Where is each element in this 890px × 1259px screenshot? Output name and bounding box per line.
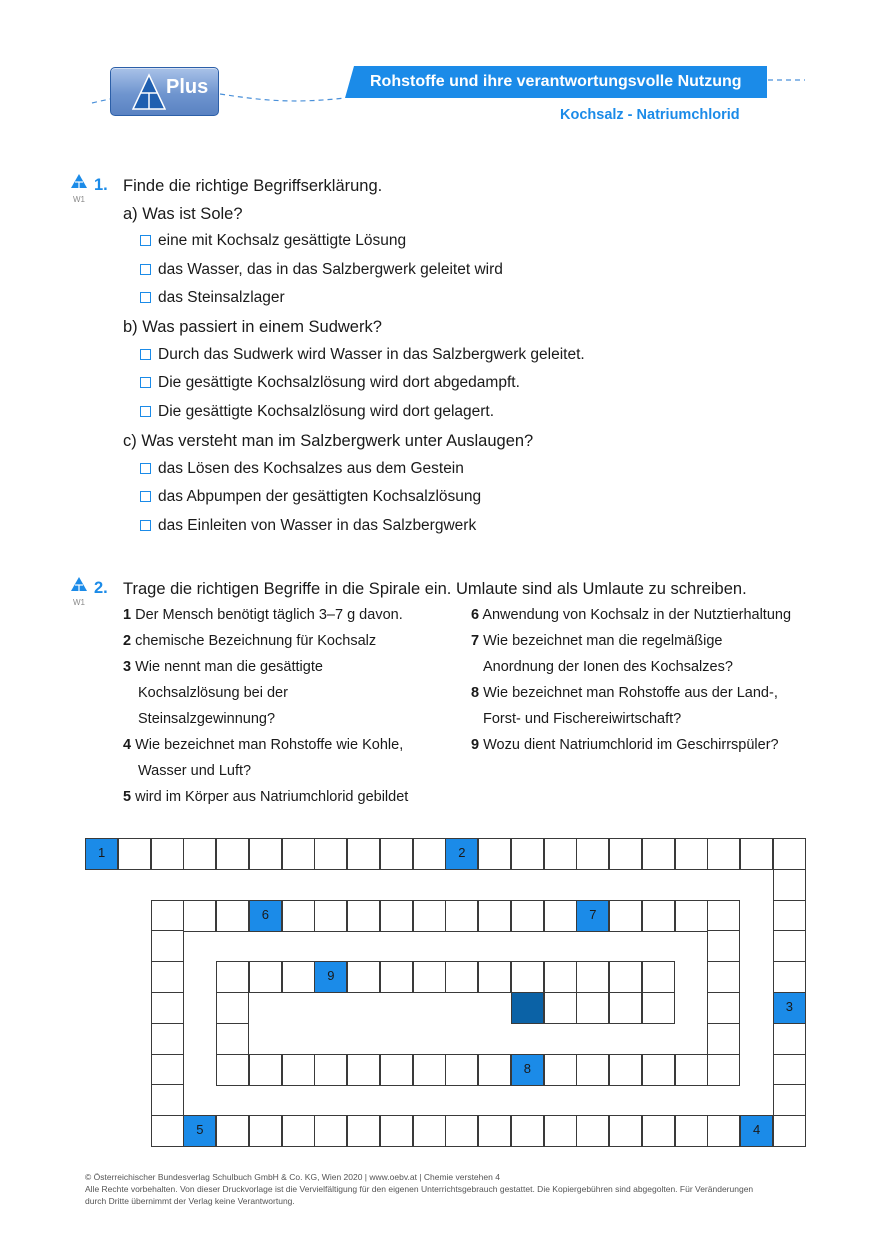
grid-cell[interactable] — [609, 838, 642, 870]
hint-item: 5 wird im Körper aus Natriumchlorid gebildet — [123, 789, 409, 805]
grid-cell[interactable] — [183, 1115, 216, 1147]
grid-cell[interactable] — [642, 900, 675, 932]
grid-cell[interactable] — [544, 1115, 577, 1147]
grid-cell[interactable] — [773, 1084, 806, 1116]
grid-cell[interactable] — [675, 838, 708, 870]
answer-option[interactable]: das Wasser, das in das Salzbergwerk geleitet wird — [140, 261, 503, 279]
hint-item: 3 Wie nennt man die gesättigte — [123, 659, 323, 675]
grid-cell[interactable] — [773, 1054, 806, 1086]
grid-cell[interactable] — [314, 838, 347, 870]
grid-cell[interactable] — [314, 1115, 347, 1147]
grid-cell-number: 3 — [785, 999, 793, 1014]
task-level-icon — [70, 173, 88, 189]
checkbox[interactable] — [140, 292, 151, 303]
hint-line: Kochsalzlösung bei der — [138, 685, 288, 701]
grid-cell[interactable] — [478, 961, 511, 993]
banner-title: Rohstoffe und ihre verantwortungsvolle Nutzung — [370, 73, 742, 90]
grid-cell[interactable] — [511, 900, 544, 932]
grid-cell[interactable] — [576, 1115, 609, 1147]
answer-option[interactable]: das Einleiten von Wasser in das Salzbergwerk — [140, 517, 476, 535]
grid-cell[interactable] — [707, 1115, 740, 1147]
task-prompt: Trage die richtigen Begriffe in die Spirale ein. Umlaute sind als Umlaute zu schreiben. — [123, 580, 747, 598]
grid-cell[interactable] — [413, 900, 446, 932]
grid-cell[interactable] — [151, 930, 184, 962]
grid-cell-number: 6 — [261, 906, 269, 922]
grid-cell[interactable] — [544, 838, 577, 870]
grid-cell[interactable] — [380, 1054, 413, 1086]
grid-cell[interactable] — [773, 961, 806, 993]
checkbox[interactable] — [140, 406, 151, 417]
grid-cell[interactable] — [478, 1115, 511, 1147]
grid-cell[interactable] — [183, 900, 216, 932]
task-number: 2. — [94, 579, 108, 597]
grid-cell[interactable] — [707, 961, 740, 993]
grid-cell[interactable] — [216, 961, 249, 993]
grid-cell[interactable] — [85, 838, 118, 870]
grid-cell[interactable] — [314, 1054, 347, 1086]
grid-cell[interactable] — [511, 992, 544, 1024]
grid-cell[interactable] — [282, 961, 315, 993]
grid-cell[interactable] — [151, 900, 184, 932]
grid-cell[interactable] — [576, 961, 609, 993]
grid-cell-number: 1 — [98, 845, 106, 860]
grid-cell[interactable] — [347, 1054, 380, 1086]
grid-cell[interactable] — [249, 838, 282, 870]
grid-cell[interactable] — [544, 961, 577, 993]
grid-cell[interactable] — [249, 900, 282, 932]
grid-cell[interactable] — [511, 961, 544, 993]
footer-copyright: © Österreichischer Bundesverlag Schulbuch GmbH & Co. KG, Wien 2020 | www.oebv.at | Chemie verstehen 4 — [85, 1172, 500, 1182]
grid-cell[interactable] — [347, 838, 380, 870]
checkbox[interactable] — [140, 377, 151, 388]
grid-cell[interactable] — [773, 900, 806, 932]
grid-cell[interactable] — [413, 961, 446, 993]
grid-cell[interactable] — [151, 961, 184, 993]
hint-line: Forst- und Fischereiwirtschaft? — [483, 711, 682, 727]
grid-cell[interactable] — [249, 961, 282, 993]
grid-cell[interactable] — [642, 961, 675, 993]
grid-cell[interactable] — [347, 961, 380, 993]
grid-cell[interactable] — [216, 838, 249, 870]
grid-cell[interactable] — [216, 900, 249, 932]
grid-cell[interactable] — [609, 992, 642, 1024]
checkbox[interactable] — [140, 235, 151, 246]
answer-option[interactable]: Die gesättigte Kochsalzlösung wird dort gelagert. — [140, 403, 494, 421]
grid-cell[interactable] — [707, 1023, 740, 1055]
grid-cell[interactable] — [445, 1054, 478, 1086]
grid-cell[interactable] — [773, 992, 806, 1024]
grid-cell[interactable] — [314, 900, 347, 932]
grid-cell[interactable] — [642, 992, 675, 1024]
grid-cell[interactable] — [576, 1054, 609, 1086]
grid-cell[interactable] — [347, 900, 380, 932]
page-subtitle: Kochsalz - Natriumchlorid — [560, 107, 740, 123]
plus-logo — [110, 67, 219, 116]
grid-cell[interactable] — [576, 838, 609, 870]
grid-cell[interactable] — [544, 992, 577, 1024]
grid-cell[interactable] — [413, 838, 446, 870]
grid-cell[interactable] — [380, 1115, 413, 1147]
grid-cell[interactable] — [151, 1084, 184, 1116]
answer-option[interactable]: das Lösen des Kochsalzes aus dem Gestein — [140, 460, 464, 478]
grid-cell[interactable] — [576, 992, 609, 1024]
answer-option[interactable]: eine mit Kochsalz gesättigte Lösung — [140, 232, 406, 250]
grid-cell[interactable] — [642, 1054, 675, 1086]
grid-cell[interactable] — [183, 838, 216, 870]
grid-cell[interactable] — [249, 1054, 282, 1086]
grid-cell[interactable] — [707, 1054, 740, 1086]
grid-cell[interactable] — [151, 1023, 184, 1055]
hint-item: 1 Der Mensch benötigt täglich 3–7 g davon. — [123, 607, 403, 623]
grid-cell[interactable] — [511, 1115, 544, 1147]
grid-cell[interactable] — [773, 869, 806, 901]
grid-cell[interactable] — [380, 961, 413, 993]
grid-cell[interactable] — [609, 961, 642, 993]
hint-line: Steinsalzgewinnung? — [138, 711, 276, 727]
answer-option[interactable]: Die gesättigte Kochsalzlösung wird dort abgedampft. — [140, 374, 520, 392]
checkbox[interactable] — [140, 520, 151, 531]
grid-cell[interactable] — [707, 900, 740, 932]
hint-item: 6 Anwendung von Kochsalz in der Nutztierhaltung — [471, 607, 792, 623]
task-prompt: Finde die richtige Begriffserklärung. — [123, 177, 383, 195]
grid-cell[interactable] — [478, 838, 511, 870]
grid-cell[interactable] — [609, 1054, 642, 1086]
grid-cell[interactable] — [576, 900, 609, 932]
grid-cell[interactable] — [707, 838, 740, 870]
task-level-icon — [70, 576, 88, 592]
footer-rights-cont: durch Dritte übernimmt der Verlag keine Verantwortung. — [85, 1196, 295, 1206]
grid-cell[interactable] — [445, 961, 478, 993]
grid-cell[interactable] — [773, 1023, 806, 1055]
grid-cell-number: 9 — [327, 968, 335, 984]
question-label: a) Was ist Sole? — [123, 205, 243, 223]
grid-cell[interactable] — [544, 1054, 577, 1086]
hint-line: Anordnung der Ionen des Kochsalzes? — [483, 659, 733, 675]
task-number: 1. — [94, 176, 108, 194]
grid-cell[interactable] — [642, 838, 675, 870]
grid-cell[interactable] — [773, 930, 806, 962]
pyramid-icon — [132, 73, 166, 111]
checkbox[interactable] — [140, 349, 151, 360]
grid-cell[interactable] — [151, 992, 184, 1024]
logo-label: Plus — [166, 76, 209, 98]
question-label: c) Was versteht man im Salzbergwerk unter Auslaugen? — [123, 432, 534, 450]
grid-cell[interactable] — [347, 1115, 380, 1147]
grid-cell[interactable] — [445, 1115, 478, 1147]
grid-cell[interactable] — [740, 838, 773, 870]
grid-cell-number: 4 — [753, 1122, 761, 1138]
grid-cell-number: 2 — [458, 845, 466, 860]
hint-item: 8 Wie bezeichnet man Rohstoffe aus der Land-, — [471, 685, 778, 701]
checkbox[interactable] — [140, 264, 151, 275]
hint-item: 7 Wie bezeichnet man die regelmäßige — [471, 633, 723, 649]
grid-cell[interactable] — [282, 838, 315, 870]
grid-cell[interactable] — [675, 900, 708, 932]
answer-option[interactable]: das Steinsalzlager — [140, 289, 285, 307]
question-label: b) Was passiert in einem Sudwerk? — [123, 318, 382, 336]
hint-line: Wasser und Luft? — [138, 763, 252, 779]
grid-cell[interactable] — [642, 1115, 675, 1147]
grid-cell[interactable] — [118, 838, 151, 870]
grid-cell[interactable] — [740, 1115, 773, 1147]
grid-cell[interactable] — [216, 1023, 249, 1055]
grid-cell[interactable] — [511, 838, 544, 870]
grid-cell[interactable] — [773, 1115, 806, 1147]
grid-cell-number: 8 — [523, 1060, 531, 1076]
grid-cell[interactable] — [249, 1115, 282, 1147]
grid-cell[interactable] — [707, 930, 740, 962]
grid-cell[interactable] — [151, 838, 184, 870]
task-tag: W1 — [73, 598, 85, 607]
grid-cell[interactable] — [445, 900, 478, 932]
grid-cell[interactable] — [413, 1054, 446, 1086]
grid-cell[interactable] — [609, 900, 642, 932]
grid-cell[interactable] — [282, 1054, 315, 1086]
grid-cell[interactable] — [707, 992, 740, 1024]
hint-item: 2 chemische Bezeichnung für Kochsalz — [123, 633, 377, 649]
grid-cell[interactable] — [380, 900, 413, 932]
grid-cell[interactable] — [675, 1115, 708, 1147]
answer-option[interactable]: Durch das Sudwerk wird Wasser in das Salzbergwerk geleitet. — [140, 346, 585, 364]
checkbox[interactable] — [140, 491, 151, 502]
hint-item: 9 Wozu dient Natriumchlorid im Geschirrspüler? — [471, 737, 779, 753]
grid-cell[interactable] — [511, 1054, 544, 1086]
answer-option[interactable]: das Abpumpen der gesättigten Kochsalzlösung — [140, 488, 481, 506]
grid-cell[interactable] — [380, 838, 413, 870]
grid-cell[interactable] — [675, 1054, 708, 1086]
grid-cell-number: 7 — [589, 906, 597, 922]
grid-cell[interactable] — [216, 1054, 249, 1086]
task-tag: W1 — [73, 195, 85, 204]
grid-cell[interactable] — [609, 1115, 642, 1147]
grid-cell[interactable] — [151, 1115, 184, 1147]
footer-rights: Alle Rechte vorbehalten. Von dieser Druckvorlage ist die Vervielfältigung für den eigenen Unterrichtsgebrauch gestattet. Die Kopiergebühren sind abgegolten. Für Veränderungen — [85, 1184, 754, 1194]
grid-cell[interactable] — [282, 1115, 315, 1147]
checkbox[interactable] — [140, 463, 151, 474]
grid-cell[interactable] — [216, 1115, 249, 1147]
grid-cell[interactable] — [413, 1115, 446, 1147]
hint-item: 4 Wie bezeichnet man Rohstoffe wie Kohle, — [123, 737, 404, 753]
grid-cell[interactable] — [445, 838, 478, 870]
grid-cell[interactable] — [773, 838, 806, 870]
grid-cell[interactable] — [478, 900, 511, 932]
grid-cell[interactable] — [282, 900, 315, 932]
grid-cell[interactable] — [314, 961, 347, 993]
grid-cell[interactable] — [151, 1054, 184, 1086]
grid-cell[interactable] — [478, 1054, 511, 1086]
grid-cell[interactable] — [544, 900, 577, 932]
grid-cell[interactable] — [216, 992, 249, 1024]
grid-cell-number: 5 — [196, 1122, 204, 1138]
